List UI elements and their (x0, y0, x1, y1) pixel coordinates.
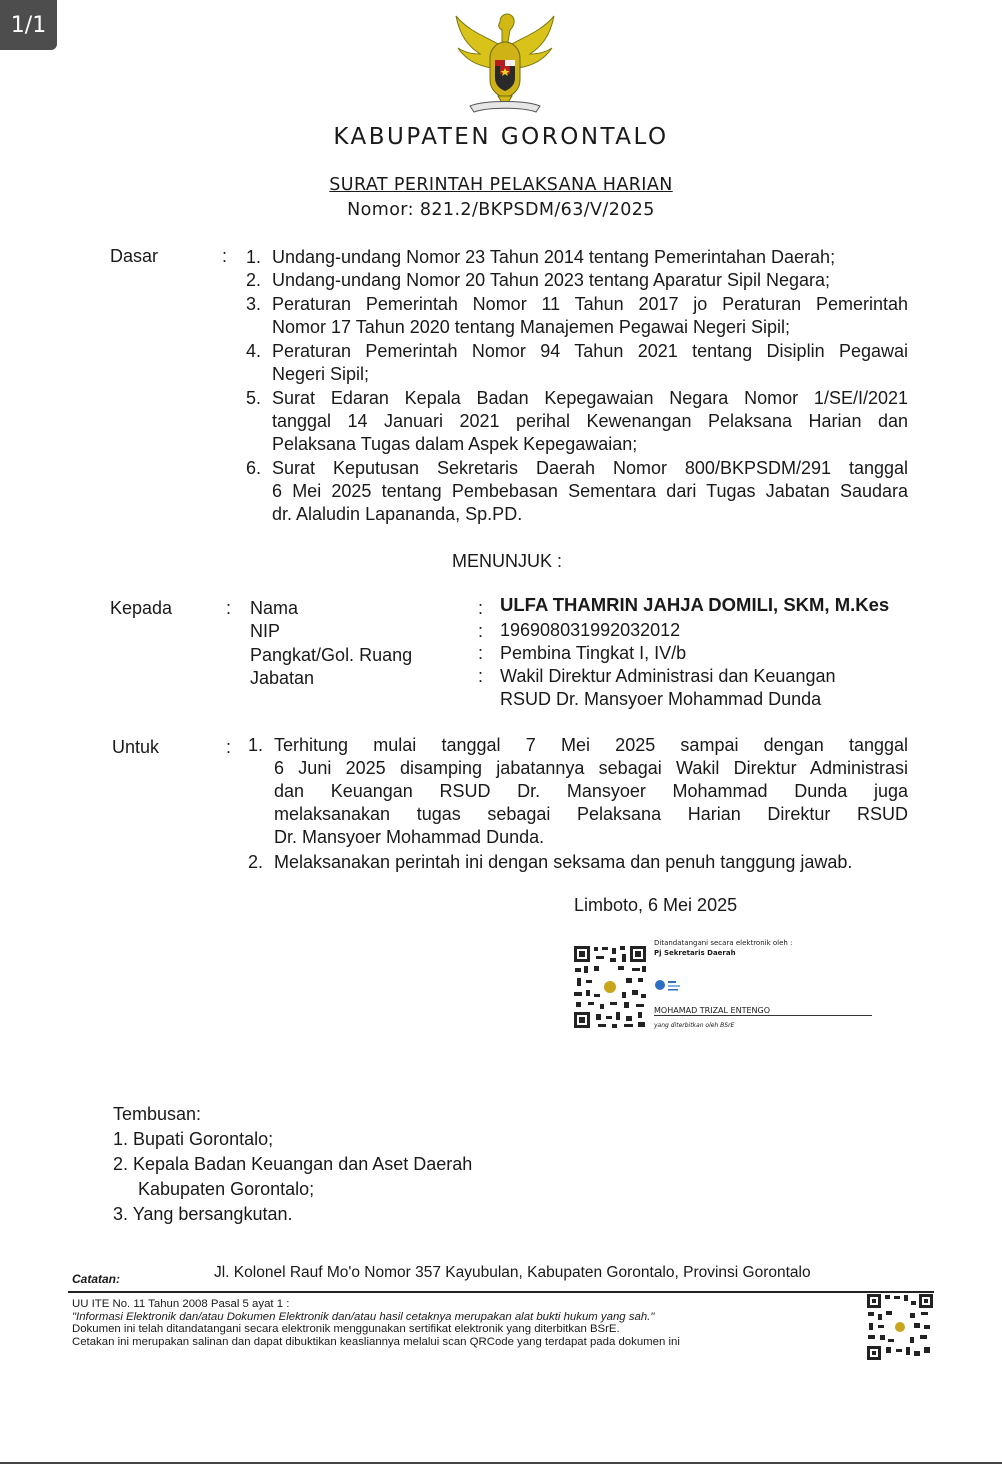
dasar-item-text: dr. Alaludin Lapananda, Sp.PD. (272, 504, 523, 524)
field-value-jabatan: Wakil Direktur Administrasi dan Keuangan (500, 666, 836, 686)
field-value-pangkat: Pembina Tingkat I, IV/b (500, 643, 687, 663)
garuda-emblem-icon (450, 8, 560, 116)
dasar-item (246, 269, 908, 292)
field-key-nama: Nama (250, 598, 299, 618)
footer-note-quote: "Informasi Elektronik dan/atau Dokumen Elektronik dan/atau hasil cetaknya merupakan alat bukti hukum yang sah." (72, 1310, 655, 1323)
regency-name: KABUPATEN GORONTALO (333, 124, 669, 150)
untuk-item-text: Terhitung mulai tanggal 7 Mei 2025 sampai dengan tanggal (274, 735, 908, 755)
untuk-item-text: Melaksanakan perintah ini dengan seksama dan penuh tanggung jawab. (274, 852, 853, 872)
signer-position: Pj Sekretaris Daerah (654, 949, 736, 957)
kepada-label: Kepada (110, 598, 173, 618)
dasar-item-number: 4. (246, 341, 262, 361)
verification-qr-code-icon (866, 1293, 934, 1361)
dasar-item-number: 5. (246, 388, 262, 408)
field-colon: : (478, 666, 484, 686)
dasar-item-text: Undang-undang Nomor 23 Tahun 2014 tentang Pemerintahan Daerah; (272, 247, 836, 267)
signature-qr-code-icon (572, 944, 648, 1030)
footer-divider (68, 1291, 934, 1293)
dasar-item (246, 293, 908, 339)
signature-underline (654, 1015, 872, 1016)
field-value-nama: ULFA THAMRIN JAHJA DOMILI, SKM, M.Kes (500, 594, 890, 615)
kepada-colon: : (226, 598, 232, 618)
field-value-jabatan-unit: RSUD Dr. Mansyoer Mohammad Dunda (500, 689, 822, 709)
field-key-jabatan: Jabatan (250, 668, 315, 688)
untuk-item-text: 6 Juni 2025 disamping jabatannya sebagai Wakil Direktur Administrasi (274, 758, 908, 778)
field-key-pangkat: Pangkat/Gol. Ruang (250, 645, 413, 665)
dasar-item-text: 6 Mei 2025 tentang Pembebasan Sementara dari Tugas Jabatan Saudara (272, 481, 908, 501)
dasar-item-number: 3. (246, 294, 262, 314)
tembusan-item-continuation: Kabupaten Gorontalo; (138, 1179, 315, 1199)
field-colon: : (478, 598, 484, 618)
dasar-item-text: Undang-undang Nomor 20 Tahun 2023 tentang Aparatur Sipil Negara; (272, 270, 831, 290)
untuk-item-number: 2. (248, 852, 264, 872)
untuk-item (248, 851, 908, 874)
signed-by-label: Ditandatangani secara elektronik oleh : (654, 939, 793, 947)
document-title: SURAT PERINTAH PELAKSANA HARIAN (329, 175, 673, 195)
tembusan-item: 3. Yang bersangkutan. (113, 1204, 293, 1224)
footer-note-signed: Dokumen ini telah ditandatangani secara elektronik menggunakan sertifikat elektronik yang diterbitkan BSrE. (72, 1323, 620, 1335)
dasar-list (246, 246, 908, 526)
dasar-item (246, 340, 908, 386)
footer-note-law: UU ITE No. 11 Tahun 2008 Pasal 5 ayat 1 : (72, 1298, 290, 1310)
dasar-item-text: Peraturan Pemerintah Nomor 94 Tahun 2021 tentang Disiplin Pegawai (272, 341, 908, 361)
untuk-item-text: dan Keuangan RSUD Dr. Mansyoer Mohammad Dunda juga (274, 781, 908, 801)
menunjuk-heading: MENUNJUK : (452, 551, 563, 571)
dasar-item (246, 246, 908, 269)
dasar-label: Dasar (110, 246, 159, 266)
dasar-item-number: 6. (246, 458, 262, 478)
footer-catatan-label: Catatan: (72, 1272, 121, 1286)
place-date: Limboto, 6 Mei 2025 (574, 895, 738, 915)
tembusan-item: 1. Bupati Gorontalo; (113, 1129, 274, 1149)
dasar-item (246, 387, 908, 456)
dasar-item-number: 1. (246, 247, 262, 267)
field-key-nip: NIP (250, 621, 281, 641)
tembusan-title: Tembusan: (113, 1104, 202, 1124)
dasar-item-text: Pelaksana Tugas dalam Aspek Kepegawaian; (272, 434, 638, 454)
field-value-nip: 196908031992032012 (500, 620, 681, 640)
tembusan-section (113, 1102, 472, 1227)
untuk-item-text: Dr. Mansyoer Mohammad Dunda. (274, 827, 545, 847)
dasar-item-text: Surat Keputusan Sekretaris Daerah Nomor 800/BKPSDM/291 tanggal (272, 458, 908, 478)
footer-address: Jl. Kolonel Rauf Mo'o Nomor 357 Kayubulan, Kabupaten Gorontalo, Provinsi Gorontalo (214, 1264, 811, 1281)
untuk-item-text: melaksanakan tugas sebagai Pelaksana Harian Direktur RSUD (274, 804, 908, 824)
tembusan-item: 2. Kepala Badan Keuangan dan Aset Daerah (113, 1154, 473, 1174)
untuk-colon: : (226, 737, 232, 757)
field-colon: : (478, 621, 484, 641)
dasar-item-number: 2. (246, 270, 262, 290)
untuk-item (248, 734, 908, 849)
electronic-signature (572, 939, 872, 1034)
signature-issuer: yang diterbitkan oleh BSrE (654, 1022, 735, 1029)
bsre-logo-icon (654, 978, 684, 992)
dasar-item (246, 457, 908, 526)
dasar-item-text: tanggal 14 Januari 2021 perihal Kewenangan Pelaksana Harian dan (272, 411, 908, 431)
page-bottom-edge (0, 1462, 1002, 1464)
document-number: Nomor: 821.2/BKPSDM/63/V/2025 (347, 200, 655, 220)
dasar-item-text: Surat Edaran Kepala Badan Kepegawaian Negara Nomor 1/SE/I/2021 (272, 388, 908, 408)
signer-name: MOHAMAD TRIZAL ENTENGO (654, 1006, 770, 1015)
dasar-colon: : (222, 246, 228, 266)
untuk-label: Untuk (112, 737, 160, 757)
untuk-item-number: 1. (248, 735, 264, 755)
field-colon: : (478, 643, 484, 663)
page-indicator: 1/1 (0, 0, 57, 50)
untuk-list (248, 734, 908, 874)
dasar-item-text: Negeri Sipil; (272, 364, 370, 384)
footer-note-verify: Cetakan ini merupakan salinan dan dapat dibuktikan keasliannya melalui scan QRCode yang terdapat pada dokumen ini (72, 1335, 680, 1348)
dasar-item-text: Nomor 17 Tahun 2020 tentang Manajemen Pegawai Negeri Sipil; (272, 317, 790, 337)
footer-notes (72, 1298, 680, 1348)
dasar-item-text: Peraturan Pemerintah Nomor 11 Tahun 2017 jo Peraturan Pemerintah (272, 294, 908, 314)
